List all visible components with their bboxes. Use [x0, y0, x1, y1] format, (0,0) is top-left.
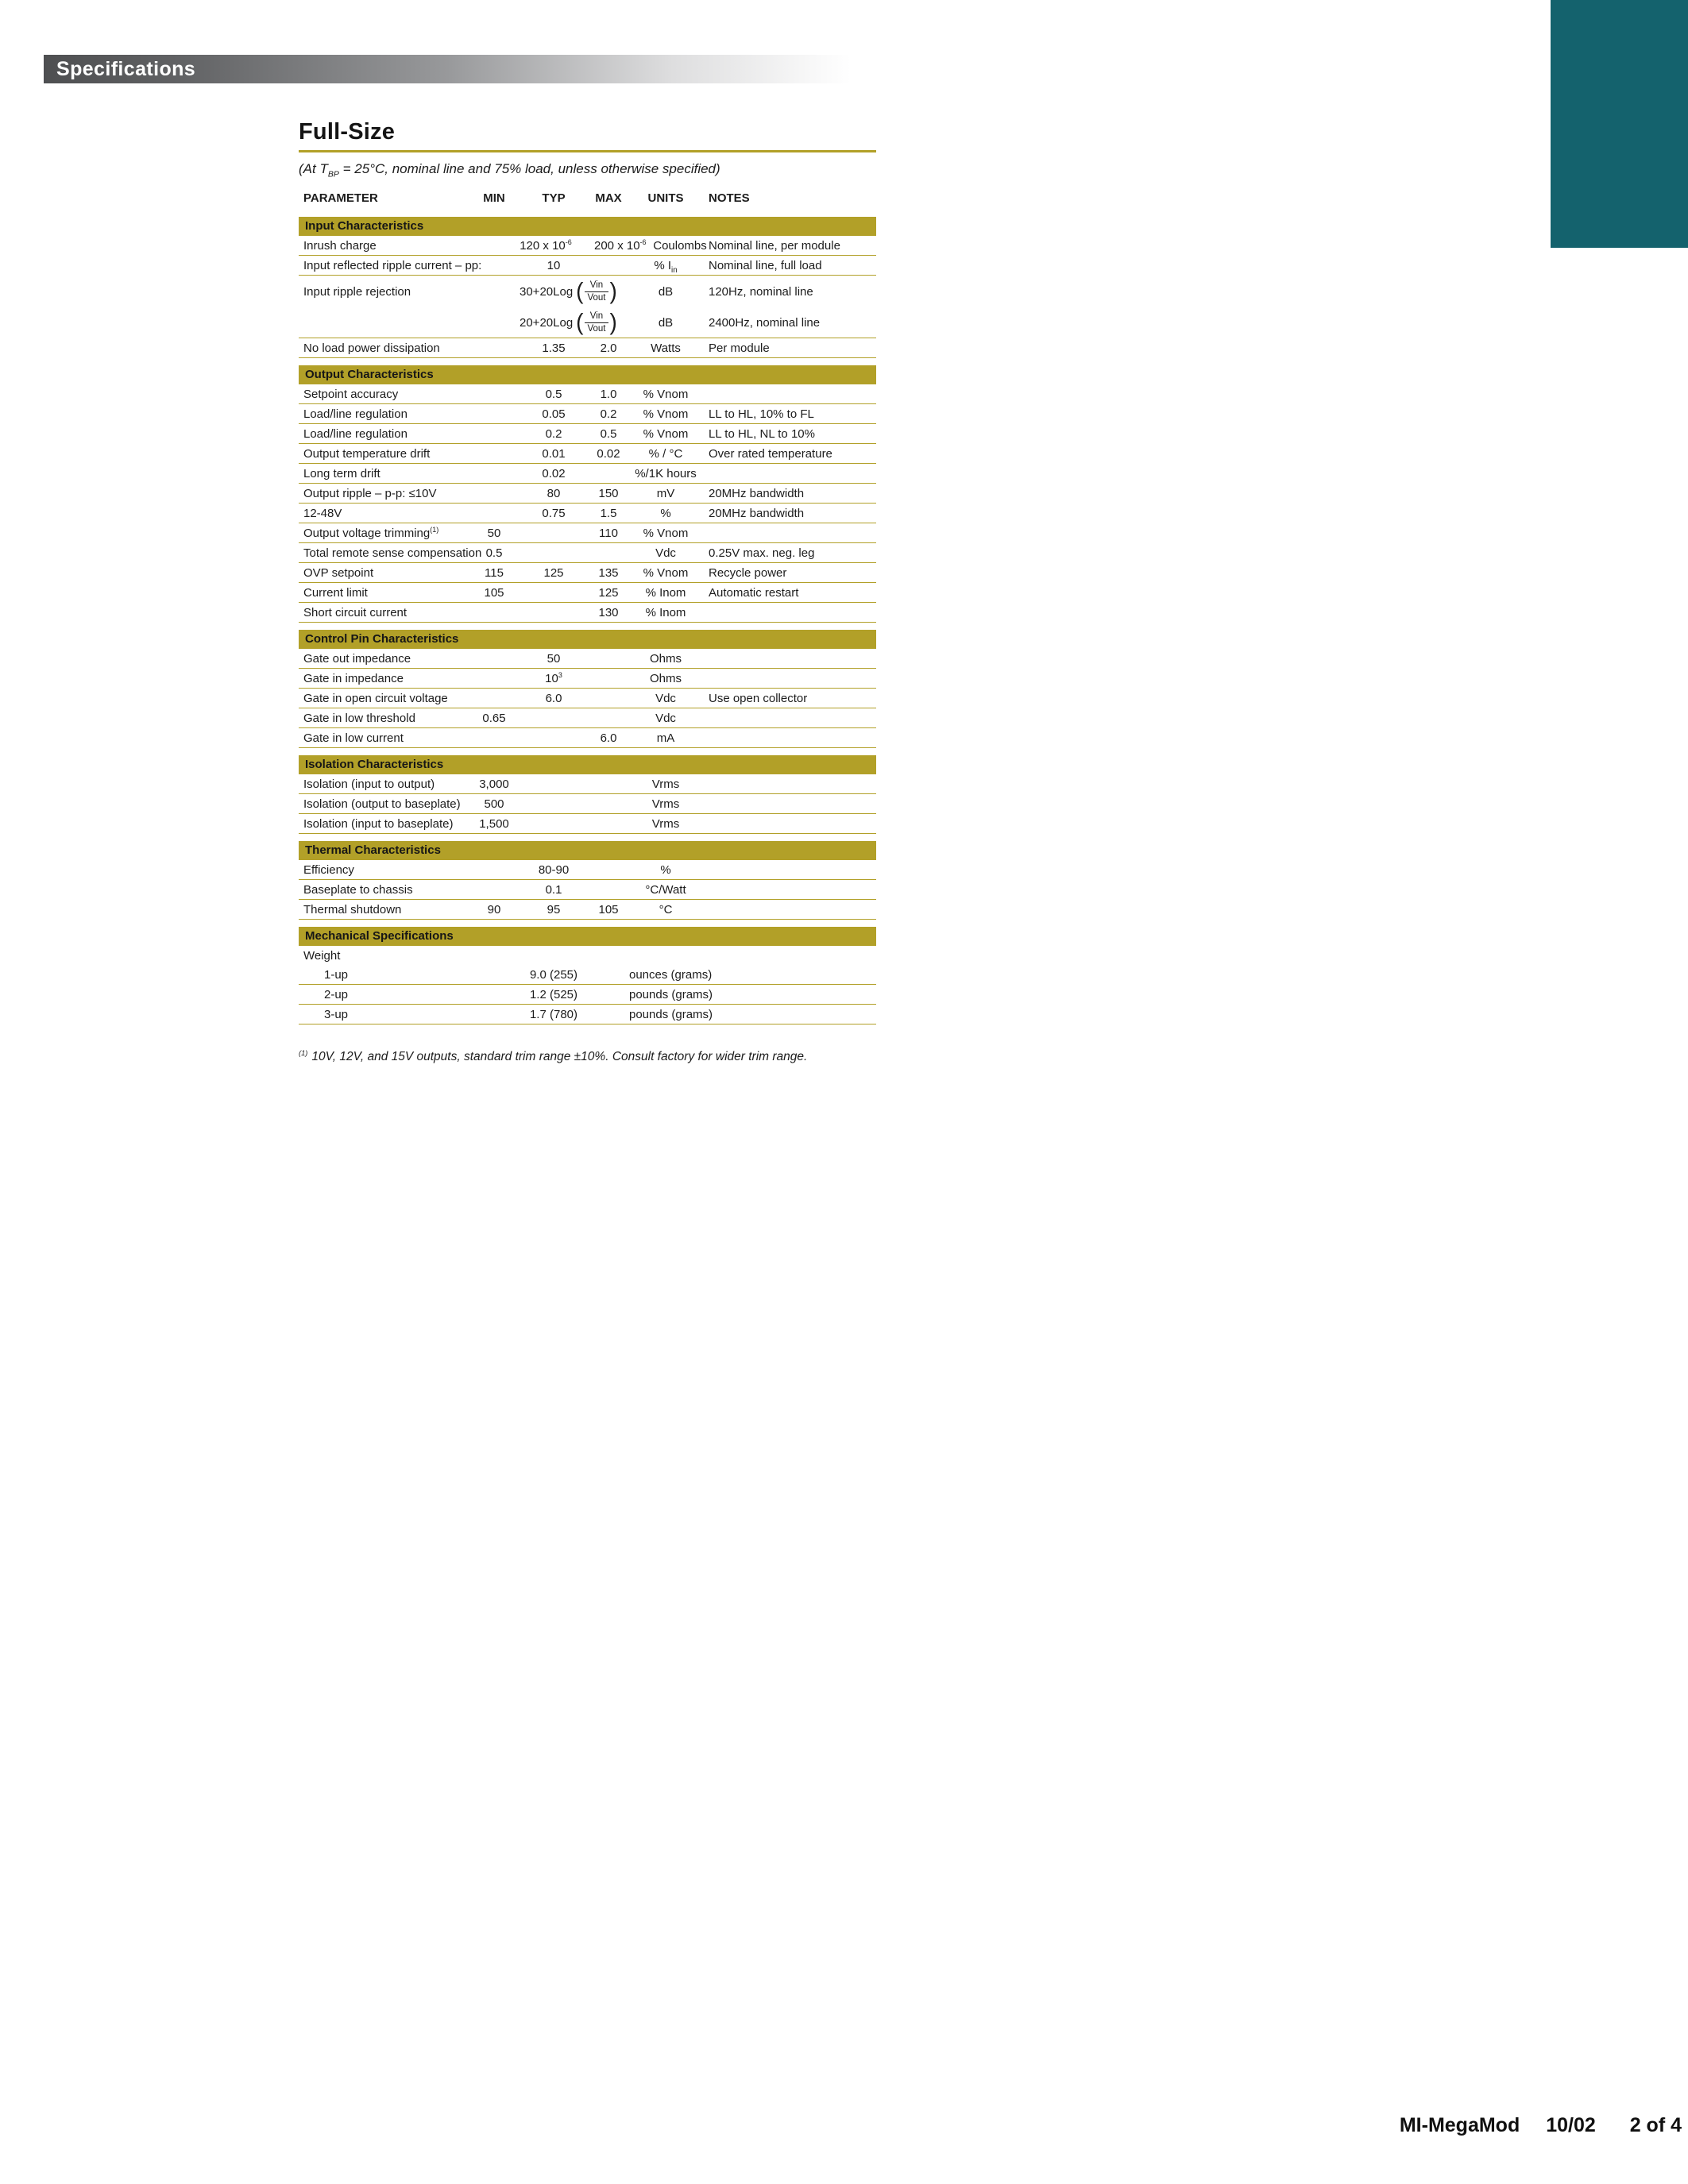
- section-band-control-pin-characteristics: Control Pin Characteristics: [299, 630, 876, 649]
- units-cell: dB: [658, 315, 674, 330]
- units-cell: Vdc: [655, 546, 676, 560]
- section-band-output-characteristics: Output Characteristics: [299, 365, 876, 384]
- max-cell: 0.2: [600, 407, 617, 421]
- units-cell: Vdc: [655, 692, 676, 705]
- spec-row: [299, 794, 876, 814]
- column-header-parameter: PARAMETER: [303, 191, 378, 205]
- max-cell: 135: [598, 566, 619, 580]
- subtitle-subscript: BP: [327, 169, 339, 179]
- fraction-numerator: Vin: [589, 311, 604, 322]
- parameter-cell: Load/line regulation: [303, 427, 408, 441]
- typ-cell: 0.5: [545, 388, 562, 401]
- notes-cell: 20MHz bandwidth: [709, 487, 805, 500]
- parameter-cell: 3-up: [324, 1008, 349, 1021]
- parameter-cell: Input ripple rejection: [303, 284, 411, 299]
- spec-row: [299, 603, 876, 623]
- spec-row: [299, 404, 876, 424]
- parameter-cell: Isolation (input to output): [303, 778, 435, 791]
- units-cell: % Vnom: [643, 388, 689, 401]
- notes-cell: Nominal line, full load: [709, 259, 822, 272]
- spec-row: [299, 276, 876, 307]
- spec-table-body: [299, 217, 876, 1024]
- spec-row: [299, 504, 876, 523]
- units-cell: °C/Watt: [645, 883, 686, 897]
- spec-row: [299, 424, 876, 444]
- notes-cell: 2400Hz, nominal line: [709, 315, 821, 330]
- typ-cell: 80-90: [538, 863, 570, 877]
- units-cell: % / °C: [648, 447, 683, 461]
- units-cell: %/1K hours: [635, 467, 697, 480]
- spec-row: [299, 900, 876, 920]
- spec-row: [299, 464, 876, 484]
- typ-cell: 1.7 (780): [529, 1008, 578, 1021]
- spec-row: [299, 880, 876, 900]
- typ-cell: 1.2 (525): [529, 988, 578, 1001]
- page-header-title: Specifications: [56, 57, 196, 80]
- typ-cell: $10^3$: [545, 671, 562, 685]
- units-cell: %: [660, 863, 671, 877]
- spec-row: [299, 583, 876, 603]
- units-cell: % Vnom: [643, 566, 689, 580]
- units-cell: % $I_{in}$: [654, 259, 678, 275]
- notes-cell: LL to HL, NL to 10%: [709, 427, 815, 441]
- fraction-stack: [583, 311, 609, 334]
- spec-row: [299, 384, 876, 404]
- typ-cell: [520, 309, 617, 335]
- fraction-prefix: 30+20Log: [520, 284, 574, 299]
- parameter-cell: Current limit: [303, 586, 368, 600]
- units-cell: % Inom: [645, 586, 686, 600]
- typ-cell: 10: [547, 259, 561, 272]
- typ-cell: 0.2: [545, 427, 562, 441]
- min-cell: 0.65: [482, 712, 506, 725]
- table-header-row: [299, 191, 876, 210]
- footnote: [299, 1050, 876, 1064]
- max-cell: 105: [598, 903, 619, 916]
- typ-cell: 120 x $10^{-6}$: [520, 238, 572, 253]
- units-cell: Ohms: [649, 672, 682, 685]
- units-cell: pounds (grams): [629, 988, 713, 1001]
- units-cell: Vdc: [655, 712, 676, 725]
- spec-row: [299, 338, 876, 358]
- parameter-cell: Thermal shutdown: [303, 903, 402, 916]
- max-cell: 6.0: [600, 731, 617, 745]
- section-band-isolation-characteristics: Isolation Characteristics: [299, 755, 876, 774]
- spec-row: [299, 689, 876, 708]
- typ-cell: 95: [547, 903, 561, 916]
- parameter-cell: Output ripple – p-p: ≤10V: [303, 487, 437, 500]
- column-header-typ: TYP: [542, 191, 566, 205]
- parameter-cell: Baseplate to chassis: [303, 883, 413, 897]
- min-cell: 50: [487, 527, 501, 540]
- units-cell: mA: [656, 731, 675, 745]
- fraction-denominator: Vout: [585, 291, 608, 303]
- parameter-cell: OVP setpoint: [303, 566, 374, 580]
- units-cell: mV: [656, 487, 675, 500]
- min-cell: 500: [484, 797, 504, 811]
- spec-row: [299, 774, 876, 794]
- spec-row: [299, 708, 876, 728]
- parameter-cell: Efficiency: [303, 863, 354, 877]
- parameter-cell: 2-up: [324, 988, 349, 1001]
- max-cell: 1.5: [600, 507, 617, 520]
- fraction-expression: [520, 311, 617, 334]
- typ-cell: 0.1: [545, 883, 562, 897]
- max-cell: 130: [598, 606, 619, 619]
- units-cell: % Vnom: [643, 527, 689, 540]
- spec-row: [299, 669, 876, 689]
- parameter-cell: Gate in impedance: [303, 672, 404, 685]
- parameter-cell: Gate in low current: [303, 731, 404, 745]
- max-cell: 2.0: [600, 341, 617, 355]
- spec-row: [299, 1005, 876, 1024]
- notes-cell: 20MHz bandwidth: [709, 507, 805, 520]
- min-cell: 1,500: [479, 817, 509, 831]
- parameter-cell: Output temperature drift: [303, 447, 431, 461]
- section-band-mechanical-specifications: Mechanical Specifications: [299, 927, 876, 946]
- spec-row: [299, 444, 876, 464]
- typ-cell: 80: [547, 487, 561, 500]
- notes-cell: 120Hz, nominal line: [709, 284, 813, 299]
- units-cell: % Inom: [645, 606, 686, 619]
- subtitle-prefix: (At T: [299, 161, 328, 176]
- open-paren: (: [576, 278, 584, 304]
- typ-cell: [520, 278, 617, 304]
- units-cell: Vrms: [651, 797, 680, 811]
- spec-row: [299, 523, 876, 543]
- parameter-cell: Weight: [303, 949, 341, 963]
- open-paren: (: [576, 309, 584, 335]
- typ-cell: 125: [543, 566, 564, 580]
- spec-row: [299, 965, 876, 985]
- spec-row: [299, 649, 876, 669]
- footer-page-number: 2 of 4: [1629, 2114, 1682, 2136]
- column-header-notes: NOTES: [709, 191, 750, 205]
- notes-cell: 0.25V max. neg. leg: [709, 546, 815, 560]
- units-cell: % Vnom: [643, 427, 689, 441]
- page-header-band: [44, 55, 851, 83]
- notes-cell: Over rated temperature: [709, 447, 832, 461]
- spec-row: [299, 307, 876, 338]
- footer-date: 10/02: [1546, 2114, 1596, 2136]
- units-cell: pounds (grams): [629, 1008, 713, 1021]
- typ-cell: 0.75: [542, 507, 566, 520]
- min-cell: 0.5: [485, 546, 503, 560]
- parameter-cell: Gate out impedance: [303, 652, 411, 666]
- min-cell: 3,000: [479, 778, 509, 791]
- parameter-cell: Output voltage trimming$^{(1)}$: [303, 526, 439, 540]
- min-cell: 115: [485, 566, 504, 580]
- units-cell: Ohms: [649, 652, 682, 666]
- max-cell: 125: [598, 586, 619, 600]
- spec-row: [299, 236, 876, 256]
- title-rule: [299, 150, 876, 152]
- spec-row: [299, 860, 876, 880]
- section-band-input-characteristics: Input Characteristics: [299, 217, 876, 236]
- units-cell: % Vnom: [643, 407, 689, 421]
- typ-cell: 50: [547, 652, 561, 666]
- max-cell: 200 x $10^{-6}$: [594, 238, 647, 253]
- parameter-cell: 1-up: [324, 968, 349, 982]
- spec-row: [299, 985, 876, 1005]
- parameter-cell: Input reflected ripple current – pp:: [303, 259, 482, 272]
- corner-accent-block: [1551, 0, 1688, 248]
- fraction-expression: [520, 280, 617, 303]
- units-cell: Coulombs: [653, 239, 707, 253]
- subtitle-rest: = 25°C, nominal line and 75% load, unless otherwise specified): [338, 161, 720, 176]
- fraction-stack: [583, 280, 609, 303]
- units-cell: ounces (grams): [629, 968, 713, 982]
- units-cell: Vrms: [651, 817, 680, 831]
- max-cell: 150: [598, 487, 619, 500]
- spec-row: [299, 728, 876, 748]
- parameter-cell: Total remote sense compensation: [303, 546, 482, 560]
- spec-row: [299, 256, 876, 276]
- parameter-cell: Gate in open circuit voltage: [303, 692, 448, 705]
- min-cell: 105: [484, 586, 504, 600]
- page-footer: [1400, 2114, 1682, 2137]
- notes-cell: Automatic restart: [709, 586, 799, 600]
- units-cell: dB: [658, 284, 674, 299]
- max-cell: 0.02: [597, 447, 620, 461]
- column-header-max: MAX: [595, 191, 622, 205]
- spec-row: [299, 484, 876, 504]
- spec-row: [299, 563, 876, 583]
- test-conditions-note: [299, 161, 876, 177]
- typ-cell: 0.02: [542, 467, 566, 480]
- parameter-cell: Isolation (input to baseplate): [303, 817, 454, 831]
- typ-cell: 9.0 (255): [529, 968, 578, 982]
- typ-cell: 0.01: [542, 447, 566, 461]
- parameter-cell: Setpoint accuracy: [303, 388, 399, 401]
- section-band-thermal-characteristics: Thermal Characteristics: [299, 841, 876, 860]
- notes-cell: Use open collector: [709, 692, 808, 705]
- notes-cell: Nominal line, per module: [709, 239, 840, 253]
- section-title: Full-Size: [299, 119, 396, 145]
- notes-cell: LL to HL, 10% to FL: [709, 407, 814, 421]
- spec-content: [299, 119, 876, 1064]
- fraction-prefix: 20+20Log: [520, 315, 574, 330]
- units-cell: Vrms: [651, 778, 680, 791]
- footnote-marker: (1): [299, 1048, 308, 1057]
- parameter-cell: Load/line regulation: [303, 407, 408, 421]
- footer-product-name: MI-MegaMod: [1399, 2114, 1520, 2136]
- spec-row: [299, 543, 876, 563]
- spec-row: [299, 814, 876, 834]
- parameter-cell: 12-48V: [303, 507, 342, 520]
- parameter-cell: Inrush charge: [303, 239, 377, 253]
- close-paren: ): [609, 309, 617, 335]
- units-cell: °C: [659, 903, 673, 916]
- footnote-text: 10V, 12V, and 15V outputs, standard trim range ±10%. Consult factory for wider trim range.: [311, 1050, 808, 1063]
- column-header-units: UNITS: [647, 191, 684, 205]
- typ-cell: 6.0: [545, 692, 562, 705]
- units-cell: %: [660, 507, 671, 520]
- max-cell: 110: [599, 527, 618, 540]
- notes-cell: Recycle power: [709, 566, 787, 580]
- max-cell: 1.0: [600, 388, 617, 401]
- notes-cell: Per module: [709, 341, 770, 355]
- column-header-min: MIN: [483, 191, 505, 205]
- parameter-cell: Gate in low threshold: [303, 712, 415, 725]
- fraction-numerator: Vin: [589, 280, 604, 291]
- typ-cell: 1.35: [542, 341, 566, 355]
- parameter-cell: Long term drift: [303, 467, 380, 480]
- parameter-cell: No load power dissipation: [303, 341, 440, 355]
- fraction-denominator: Vout: [585, 322, 608, 334]
- typ-cell: 0.05: [542, 407, 566, 421]
- parameter-cell: Short circuit current: [303, 606, 408, 619]
- close-paren: ): [609, 278, 617, 304]
- units-cell: Watts: [651, 341, 681, 355]
- min-cell: 90: [487, 903, 501, 916]
- parameter-cell: Isolation (output to baseplate): [303, 797, 461, 811]
- max-cell: 0.5: [600, 427, 617, 441]
- spec-row: [299, 946, 876, 965]
